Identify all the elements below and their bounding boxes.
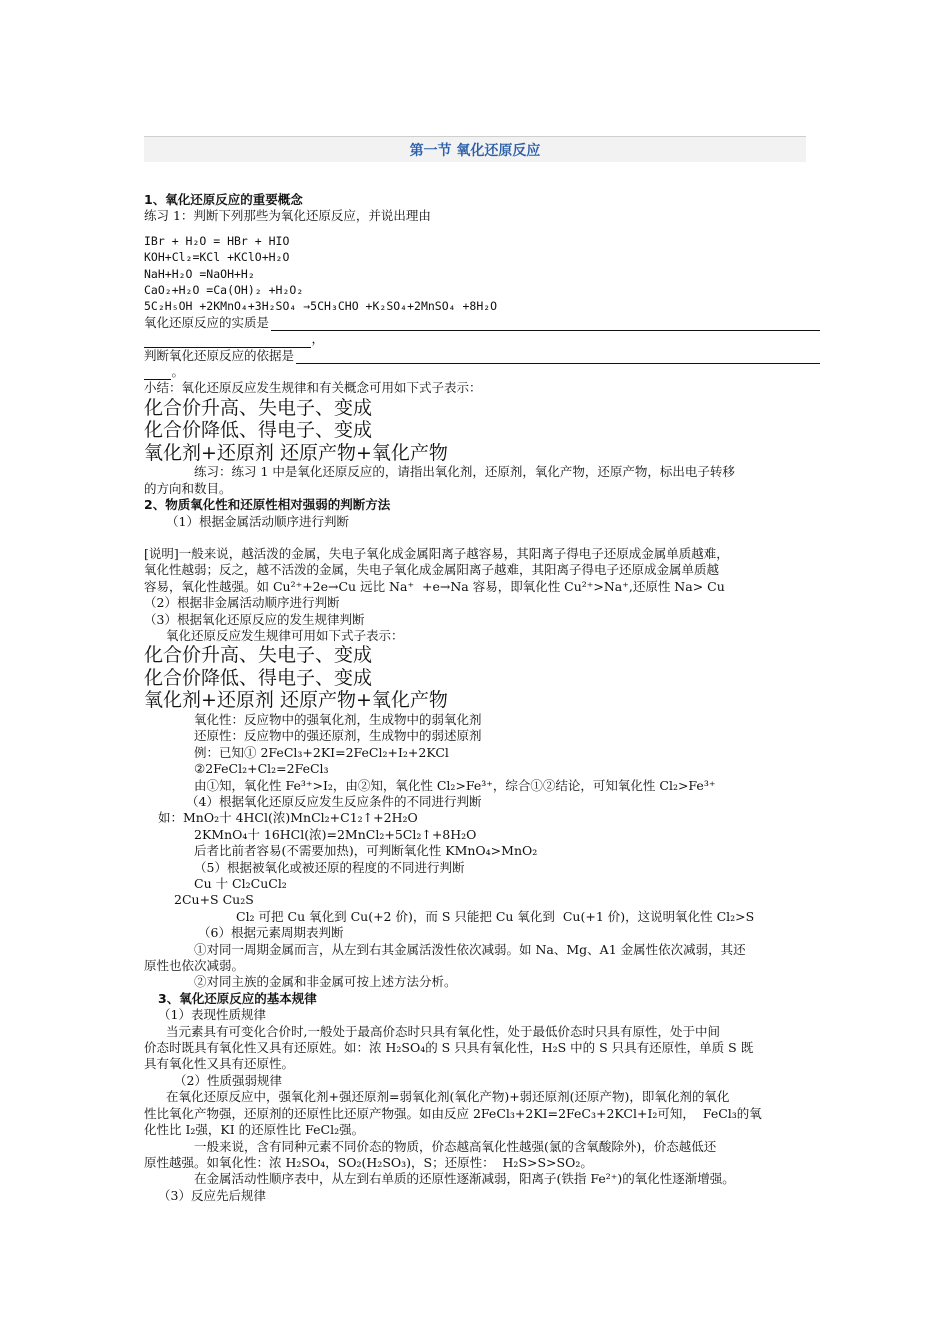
degree-conclusion: Cl₂ 可把 Cu 氧化到 Cu(+2 价)，而 S 只能把 Cu 氧化到 Cu(+1 价)，这说明氧化性 Cl₂>S — [236, 908, 755, 924]
fill-in-blank — [144, 334, 311, 348]
section-heading-2: 2、物质氧化性和还原性相对强弱的判断方法 — [144, 497, 391, 513]
essence-end: ， — [311, 331, 324, 347]
essence-label: 氧化还原反应的实质是 — [144, 314, 270, 330]
rule-line-1: 化合价升高、失电子、变成 — [144, 644, 373, 667]
note-line-2: 氧化性越弱；反之，越不活泼的金属，失电子氧化成金属阳离子越难，其阳离子得电子还原成金属单质越 — [144, 562, 720, 578]
rule-2-text-1: 在氧化还原反应中，强氧化剂+强还原剂=弱氧化剂(氧化产物)+弱还原剂(还原产物)，即氧化剂的氧化 — [166, 1089, 730, 1105]
equation-1: IBr + H₂O = HBr + HIO — [144, 233, 290, 248]
summary-line: 小结：氧化还原反应发生规律和有关概念可用如下式子表示： — [144, 380, 482, 396]
example-conclusion: 由①知，氧化性 Fe³⁺>I₂，由②知，氧化性 Cl₂>Fe³⁺，综合①②结论，可知氧化性 Cl₂>Fe³⁺ — [194, 777, 716, 793]
fill-in-blank — [144, 366, 171, 380]
basis-end: 。 — [171, 364, 184, 380]
fill-in-blank — [296, 350, 820, 364]
rule-1-text-1: 当元素具有可变化合价时,一般处于最高价态时只具有氧化性，处于最低价态时只具有原性，处于中间 — [166, 1023, 720, 1039]
rule-2-text-3: 化性比 I₂强，KI 的还原性比 FeCl₂强。 — [144, 1122, 365, 1138]
rule-intro: 氧化还原反应发生规律可用如下式子表示： — [166, 628, 404, 644]
rule-1: （1）表现性质规律 — [158, 1007, 266, 1023]
equation-4: CaO₂+H₂O =Ca(OH)₂ +H₂O₂ — [144, 283, 304, 298]
method-4: （4）根据氧化还原反应发生反应条件的不同进行判断 — [186, 793, 482, 809]
periodic-line-2: 原性也依次减弱。 — [144, 958, 245, 974]
method-5: （5）根据被氧化或被还原的程度的不同进行判断 — [194, 859, 465, 875]
method-6: （6）根据元素周期表判断 — [198, 925, 344, 941]
rule-line-1: 化合价升高、失电子、变成 — [144, 396, 373, 419]
condition-conclusion: 后者比前者容易(不需要加热)，可判断氧化性 KMnO₄>MnO₂ — [194, 843, 538, 859]
essence-blank-line-2 — [144, 331, 324, 347]
equation-5: 5C₂H₅OH +2KMnO₄+3H₂SO₄ →5CH₃CHO +K₂SO₄+2MnSO₄ +8H₂O — [144, 299, 498, 314]
periodic-line-1: ①对同一周期金属而言，从左到右其金属活泼性依次减弱。如 Na、Mg、A1 金属性依次减弱，其还 — [194, 941, 746, 957]
rule-3: （3）反应先后规律 — [158, 1187, 266, 1203]
fill-in-blank — [271, 317, 820, 331]
degree-eq-2: 2Cu+S Cu₂S — [174, 892, 254, 908]
practice-line-2: 的方向和数目。 — [144, 480, 232, 496]
condition-eq-1: 如：MnO₂十 4HCl(浓)MnCl₂+C1₂↑+2H₂O — [158, 810, 418, 826]
example-1: 例：已知① 2FeCl₃+2KI=2FeCl₂+I₂+2KCl — [194, 744, 449, 760]
oxidizing-rule: 氧化性：反应物中的强氧化剂，生成物中的弱氧化剂 — [194, 711, 482, 727]
rule-1-text-2: 价态时既具有氧化性又具有还原姓。如：浓 H₂SO₄的 S 只具有氧化性，H₂S 中的 S 只具有还原性，单质 S 既 — [144, 1040, 754, 1056]
rule-1-text-3: 具有氧化性又具有还原性。 — [144, 1056, 295, 1072]
essence-blank-line — [144, 315, 820, 331]
section-heading-3: 3、氧化还原反应的基本规律 — [158, 990, 317, 1006]
basis-blank-line — [144, 348, 820, 364]
reducing-rule: 还原性：反应物中的强还原剂，生成物中的弱述原剂 — [194, 728, 482, 744]
page-title: 第一节 氧化还原反应 — [409, 142, 541, 159]
equation-2: KOH+Cl₂=KCl +KClO+H₂O — [144, 250, 290, 265]
rule-line-2: 化合价降低、得电子、变成 — [144, 666, 373, 689]
rule-2-text-6: 在金属活动性顺序表中，从左到右单质的还原性逐渐减弱，阳离子(铁指 Fe²⁺)的氧化性逐渐增强。 — [194, 1171, 735, 1187]
method-3: （3）根据氧化还原反应的发生规律判断 — [144, 611, 365, 627]
method-2: （2）根据非金属活动顺序进行判断 — [144, 595, 340, 611]
basis-blank-line-2 — [144, 364, 184, 380]
document-body — [144, 192, 820, 1204]
rule-line-3: 氧化剂+还原剂 还原产物+氧化产物 — [144, 689, 448, 712]
note-line-3: 容易，氧化性越强。如 Cu²⁺+2e→Cu 远比 Na⁺ +e→Na 容易，即氧化性 Cu²⁺>Na⁺,还原性 Na> Cu — [144, 578, 725, 594]
title-bar — [144, 136, 806, 162]
rule-line-3: 氧化剂+还原剂 还原产物+氧化产物 — [144, 441, 448, 464]
rule-line-2: 化合价降低、得电子、变成 — [144, 419, 373, 442]
exercise-prompt: 练习 1：判断下列那些为氧化还原反应，并说出理由 — [144, 208, 431, 224]
section-heading-1: 1、氧化还原反应的重要概念 — [144, 192, 303, 207]
rule-2-text-5: 原性越强。如氧化性：浓 H₂SO₄，SO₂(H₂SO₃)，S；还原性： H₂S>S>SO₂。 — [144, 1154, 593, 1170]
rule-2-text-2: 性比氧化产物强，还原剂的还原性比还原产物强。如由反应 2FeCl₃+2KI=2FeC₃+2KCl+I₂可知， FeCl₃的氧 — [144, 1105, 762, 1121]
method-1: （1）根据金属活动顺序进行判断 — [166, 513, 349, 529]
rule-2-text-4: 一般来说，含有同种元素不同价态的物质，价态越高氧化性越强(氯的含氧酸除外)，价态越低还 — [194, 1138, 717, 1154]
practice-line-1: 练习：练习 1 中是氧化还原反应的，请指出氧化剂，还原剂，氧化产物，还原产物，标出电子转移 — [194, 464, 735, 480]
basis-label: 判断氧化还原反应的依据是 — [144, 347, 295, 363]
example-2: ②2FeCl₂+Cl₂=2FeCl₃ — [194, 761, 329, 777]
equation-3: NaH+H₂O =NaOH+H₂ — [144, 266, 255, 281]
rule-2: （2）性质强弱规律 — [174, 1072, 282, 1088]
degree-eq-1: Cu 十 Cl₂CuCl₂ — [194, 876, 287, 891]
note-line-1: [说明]一般来说，越活泼的金属，失电子氧化成金属阳离子越容易，其阳离子得电子还原成金属单质越难， — [144, 546, 729, 561]
periodic-line-3: ②对同主族的金属和非金属可按上述方法分析。 — [194, 974, 457, 990]
condition-eq-2: 2KMnO₄十 16HCl(浓)=2MnCl₂+5Cl₂↑+8H₂O — [194, 826, 477, 842]
